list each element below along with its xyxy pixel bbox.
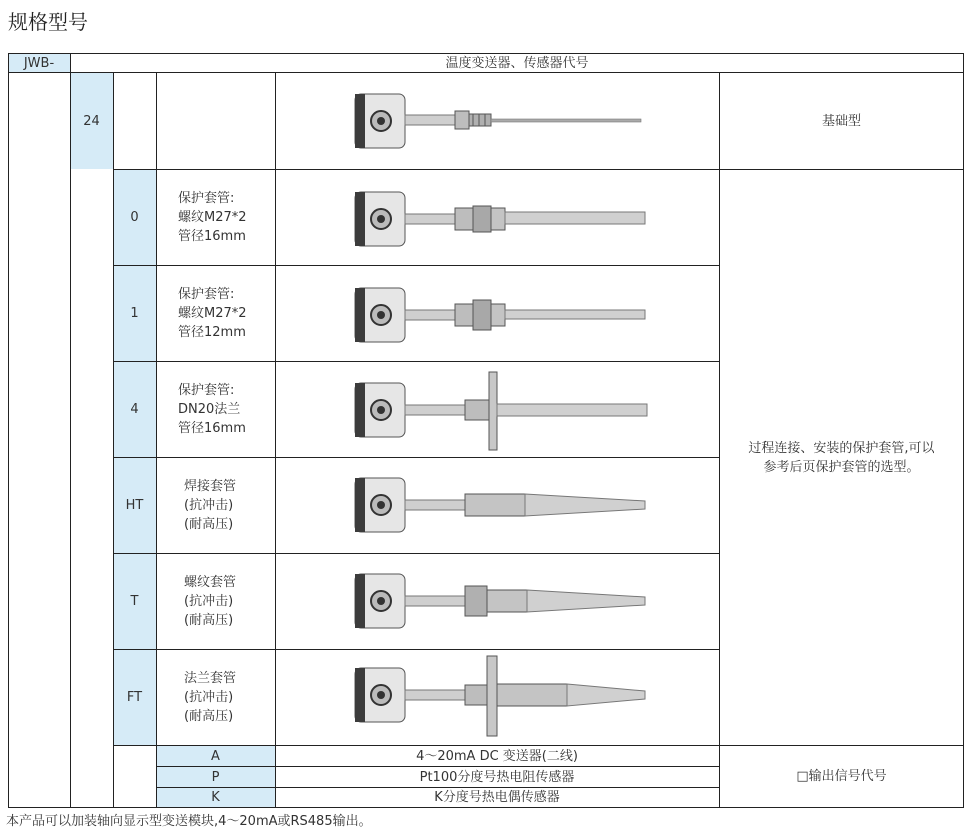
variant-note-cell	[719, 170, 964, 745]
variant-line: 螺纹M27*2	[178, 210, 247, 225]
variant-line: (抗冲击)	[184, 498, 234, 513]
variant-note-line: 过程连接、安装的保护套管,可以	[748, 440, 935, 456]
output-code-cell	[156, 788, 275, 807]
variant-line: 保护套管:	[178, 191, 235, 206]
output-description: Pt100分度号热电阻传感器	[419, 769, 575, 785]
variant-line: (耐高压)	[184, 709, 234, 724]
sensor-thread-16mm-image	[345, 186, 655, 256]
variant-note-line: 参考后页保护套管的选型。	[763, 459, 920, 475]
output-description-cell	[275, 746, 719, 766]
output-code: P	[211, 769, 220, 785]
variant-line: 螺纹M27*2	[178, 306, 247, 321]
variant-code-cell	[113, 458, 156, 553]
sensor-thread-well-image	[345, 568, 655, 638]
output-description: 4～20mA DC 变送器(二线)	[416, 748, 578, 764]
page-title: 规格型号	[8, 10, 88, 34]
sensor-flange-16mm-image	[345, 368, 655, 453]
variant-line: (耐高压)	[184, 517, 234, 532]
output-description: K分度号热电偶传感器	[434, 790, 560, 805]
variant-code: HT	[125, 498, 144, 513]
output-code: K	[211, 790, 220, 805]
variant-description	[156, 362, 275, 457]
variant-description	[156, 554, 275, 649]
variant-code-cell	[113, 554, 156, 649]
output-code: A	[211, 748, 220, 764]
variant-description	[156, 458, 275, 553]
variant-line: 保护套管:	[178, 383, 235, 398]
variant-description	[156, 266, 275, 361]
variant-code-cell	[113, 362, 156, 457]
sensor-base-image	[345, 86, 655, 156]
variant-line: 保护套管:	[178, 287, 235, 302]
output-description-cell	[275, 767, 719, 787]
variant-code-cell	[113, 170, 156, 265]
footnote: 本产品可以加装轴向显示型变送模块,4～20mA或RS485输出。	[6, 814, 372, 829]
variant-line: 管径12mm	[178, 325, 246, 340]
variant-description	[156, 650, 275, 745]
sensor-flange-well-image	[345, 652, 655, 740]
output-note-cell	[719, 746, 964, 807]
output-code-cell	[156, 746, 275, 766]
base-description: 基础型	[821, 113, 861, 129]
model-prefix-cell	[8, 54, 70, 72]
variant-line: 管径16mm	[178, 229, 246, 244]
base-description-cell	[719, 73, 964, 169]
variant-code: T	[130, 594, 139, 609]
output-description-cell	[275, 788, 719, 807]
variant-line: (抗冲击)	[184, 690, 234, 705]
base-code-cell	[70, 73, 113, 169]
code-label: 温度变送器、传感器代号	[445, 55, 589, 71]
variant-code-cell	[113, 266, 156, 361]
output-note: □输出信号代号	[796, 769, 887, 784]
output-code-cell	[156, 767, 275, 787]
variant-line: (抗冲击)	[184, 594, 234, 609]
variant-line: 螺纹套管	[184, 575, 237, 590]
variant-line: (耐高压)	[184, 613, 234, 628]
variant-code: FT	[126, 690, 143, 705]
code-label-cell	[70, 54, 964, 72]
base-code: 24	[83, 113, 100, 129]
model-prefix: JWB-	[23, 55, 55, 71]
variant-code: 1	[130, 306, 139, 321]
variant-code-cell	[113, 650, 156, 745]
variant-description	[156, 170, 275, 265]
sensor-weld-well-image	[345, 472, 655, 542]
variant-code: 0	[130, 210, 139, 225]
variant-line: 管径16mm	[178, 421, 246, 436]
sensor-thread-12mm-image	[345, 282, 655, 352]
variant-code: 4	[130, 402, 139, 417]
variant-line: 焊接套管	[184, 479, 237, 494]
variant-line: DN20法兰	[178, 402, 241, 417]
variant-line: 法兰套管	[184, 671, 237, 686]
